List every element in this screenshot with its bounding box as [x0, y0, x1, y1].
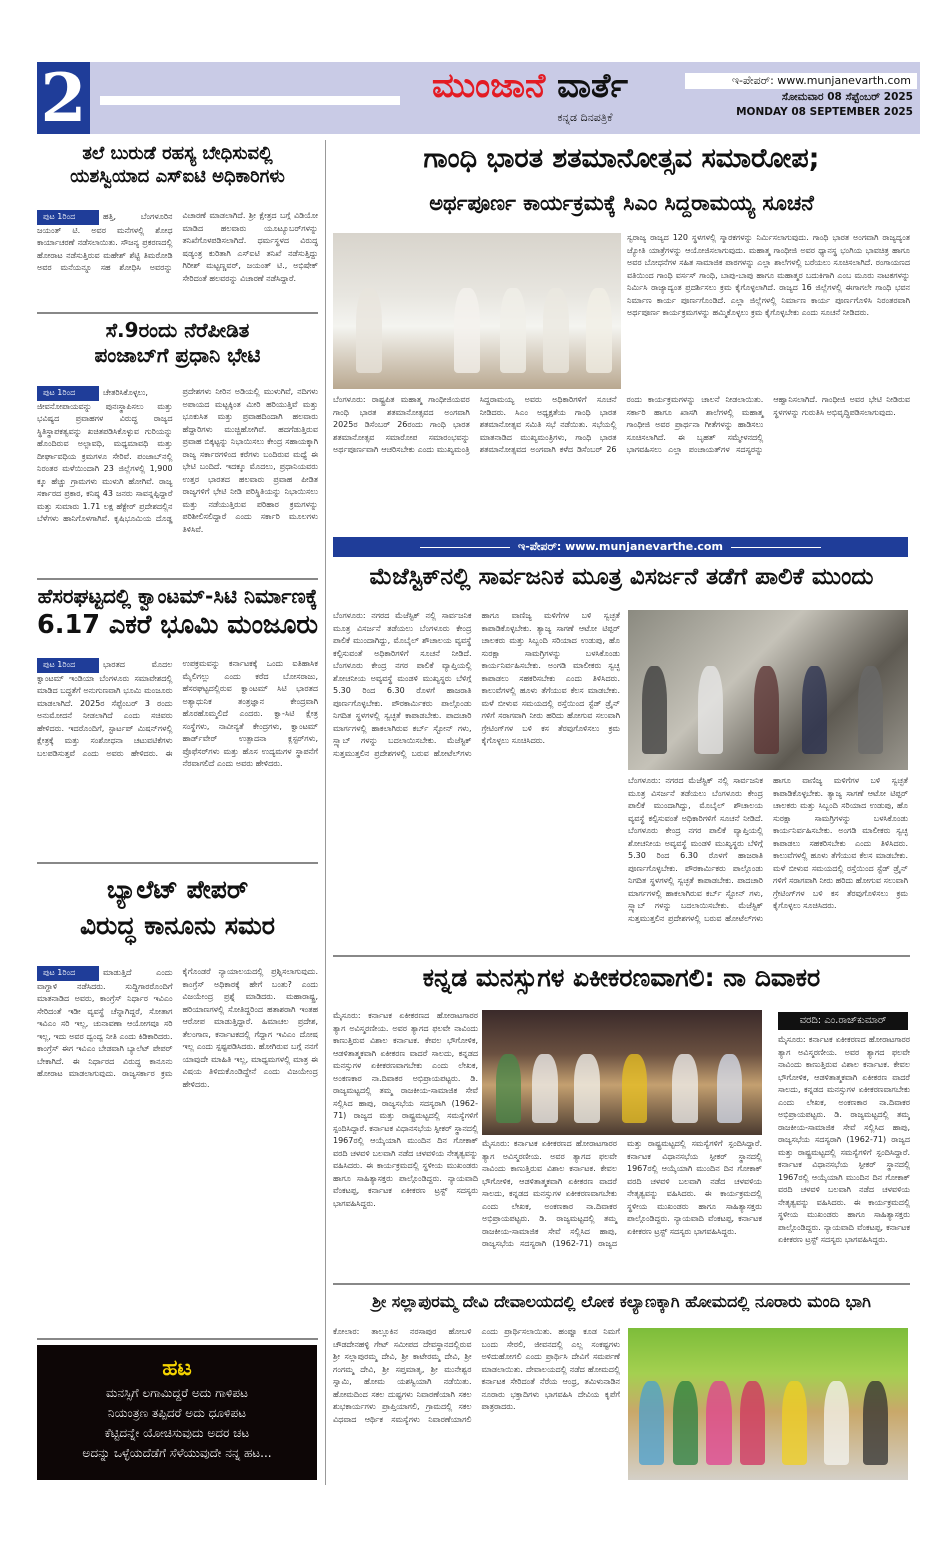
continued-tag: ಪುಟ 1ರಿಂದ	[37, 386, 99, 401]
divider	[37, 862, 318, 864]
epaper-url-box[interactable]	[685, 73, 917, 89]
continued-tag: ಪುಟ 1ರಿಂದ	[37, 966, 99, 981]
kannada-body-c: ಮೈಸೂರು: ಕರ್ನಾಟಕ ಏಕೀಕರಣದ ಹೋರಾಟಗಾರರ ತ್ಯಾಗ ಅವಿಸ್ಮರಣೀಯ. ಅವರ ತ್ಯಾಗದ ಫಲವೇ ನಾವಿಂದು ಕಾಣುತ್ತಿರುವ ವಿಶಾಲ ಕರ್ನಾಟಕ. ಕೇವಲ ಭೌಗೋಳಿಕ, ಆಡಳಿತಾತ್ಮಕವಾಗಿ ಏಕೀಕರಣ ವಾದರೆ ಸಾಲದು, ಕನ್ನಡದ ಮನಸ್ಸುಗಳ ಏಕೀಕರಣವಾಗಬೇಕು ಎಂದು ಲೇಖಕ, ಅಂಕಣಕಾರ ನಾ.ದಿವಾಕರ ಅಭಿಪ್ರಾಯಪಟ್ಟರು. ಡಿ. ರಾಜ್ಯಮಟ್ಟದಲ್ಲಿ ತಮ್ಮ ರಾಜಕೀಯ-ಸಾಮಾಜಿಕ ಸೇವೆ ಸಲ್ಲಿಸಿದ ಹಾಪು, ರಾಜ್ಯಸಭೆಯ ಸದಸ್ಯರಾಗಿ (1962-71) ರಾಜ್ಯದ ಮತ್ತು ರಾಷ್ಟ್ರಮಟ್ಟದಲ್ಲಿ ಸಮಸ್ಯೆಗಳಿಗೆ ಸ್ಪಂದಿಸಿದ್ದಾರೆ. ಕರ್ನಾಟಕ ವಿಧಾನಸಭೆಯ ಸ್ಪೀಕರ್ ಸ್ಥಾನದಲ್ಲಿ 1967ರಲ್ಲಿ ಆಯ್ಕೆಯಾಗಿ ಮುಂದಿನ ದಿನ ಗೋಕಾಕ್ ವರದಿ ಚಳವಳಿ ಬಲವಾಗಿ ನಡೆದ ಚಳವಳಿಯ ನೇತೃತ್ವವನ್ನು ವಹಿಸಿದರು. ಈ ಕಾರ್ಯಕ್ರಮದಲ್ಲಿ ಸ್ಥಳೀಯ ಮುಖಂಡರು ಹಾಗೂ ಸಾಹಿತ್ಯಾಸಕ್ತರು ಪಾಲ್ಗೊಂಡಿದ್ದರು. ನ್ಯಾಯವಾದಿ ವೆಂಕಟಪ್ಪ, ಕರ್ನಾಟಕ ಏಕೀಕರಣ ಟ್ರಸ್ಟ್ ಸದಸ್ಯರು ಭಾಗವಹಿಸಿದ್ದರು.	[778, 1035, 910, 1244]
epaper-banner-text[interactable]: ಇ-ಪೇಪರ್: www.munjanevarthe.com	[518, 540, 723, 553]
headline-line: 6.17 ಎಕರೆ ಭೂಮಿ ಮಂಜೂರು	[37, 610, 319, 640]
epaper-banner[interactable]	[333, 537, 908, 557]
logo-black-text: ವಾರ್ತೆ	[557, 66, 628, 106]
temple-headline-box	[333, 1292, 910, 1312]
banner-rule	[420, 547, 510, 548]
article-text: ಹತ್ತಿ, ಬೆಂಗಳೂರಿನ ಜಯಂತ್ ಟಿ. ಅವರ ಮನೆಗಳಲ್ಲಿ ಶೋಧ ಕಾರ್ಯಾಚರಣೆ ನಡೆಸಲಾಯಿತು. ಸೌಜನ್ಯ ಪ್ರಕರಣದಲ್ಲಿ ಹೋರಾಟ ನಡೆಸುತ್ತಿರುವ ಮಹೇಶ್ ಶೆಟ್ಟಿ ತಿಮರೋಡಿ ಅವರ ಮನೆಯನ್ನೂ ಸಹ ಶೋಧಿಸಿ ಅವರನ್ನು ವಿಚಾರಣೆ ಮಾಡಲಾಗಿದೆ. ಶ್ರೀ ಕ್ಷೇತ್ರದ ಬಗ್ಗೆ ವಿಡಿಯೋ ಮಾಡಿದ ಹಲವಾರು ಯೂಟ್ಯೂಬರ್‌ಗಳನ್ನು ತನಿಖೆಗೊಳಪಡಿಸಲಾಗಿದೆ. ಧರ್ಮಸ್ಥಳದ ವಿರುದ್ಧ ಷಡ್ಯಂತ್ರ ಕುರಿತಾಗಿ ಎಸ್‌ಐಟಿ ತನಿಖೆ ನಡೆಸುತ್ತಿದ್ದು ಗಿರೀಶ್ ಮಟ್ಟಣ್ಣವರ್, ಜಯಂತ್ ಟಿ., ಅಭಿಷೇಕ್ ಸೇರಿದಂತೆ ಹಲವರನ್ನು ವಿಚಾರಣೆ ನಡೆಸಿದ್ದಾರೆ.	[37, 211, 318, 283]
quantum-city-headline	[37, 584, 318, 642]
date-english: MONDAY 08 SEPTEMBER 2025	[736, 106, 913, 118]
ballot-paper-headline	[37, 872, 318, 945]
temple-homa-photo	[628, 1328, 908, 1480]
byline-box	[778, 1012, 908, 1030]
lead-side-body: ಸ್ವರಾಜ್ಯ ರಾಜ್ಯದ 120 ಸ್ಥಳಗಳಲ್ಲಿ ಸ್ಮಾರಕಗಳನ್ನು ನಿರ್ಮಿಸಲಾಗುವುದು. ಗಾಂಧಿ ಭಾರತ ಅಂಗವಾಗಿ ರಾಜ್ಯದ್ಯಂತ ಜ್ಯೋತಿ ಯಾತ್ರೆಗಳನ್ನು ಆಯೋಜಿಸಲಾಗುವುದು. ಮಹಾತ್ಮ ಗಾಂಧೀಜಿ ಅವರ ಧ್ಯಾನಸ್ಥ ಭಂಗಿಯ ಭಾವಚಿತ್ರ ಹಾಗೂ ಅವರ ಬೋಧನೆಗಳ ಸಹಿತ ಸಾಮಾಜಿಕ ಪಾಠಗಳನ್ನು ಎಲ್ಲಾ ಶಾಲೆಗಳಲ್ಲಿ ಬರೆಯಲು ಸೂಚಿಸಲಾಗಿದೆ. ರಂಗಾಯಣದ ವತಿಯಿಂದ ಗಾಂಧಿ ವರ್ಸಸ್ ಗಾಂಧಿ, ಬಾಪು-ಬಾಪು ಹಾಗೂ ಮಹಾತ್ಮರ ಬದುಕಿಗಾಗಿ ಎಂಬ ಮೂರು ನಾಟಕಗಳನ್ನು ನಿರ್ಮಿಸಿ ರಾಜ್ಯಾದ್ಯಂತ ಪ್ರದರ್ಶಿಸಲು ಕ್ರಮ ಕೈಗೊಳ್ಳಲಾಗಿದೆ. ರಾಜ್ಯದ 16 ಜಿಲ್ಲೆಗಳಲ್ಲಿ ಈಗಾಗಲೇ ಗಾಂಧಿ ಭವನ ನಿರ್ಮಾಣ ಕಾರ್ಯ ಪೂರ್ಣಗೊಂಡಿದೆ. ಎಲ್ಲಾ ಜಿಲ್ಲೆಗಳಲ್ಲಿ ನಿರ್ಮಾಣ ಕಾರ್ಯ ಪೂರ್ಣಗೊಳಿಸಿ ನಿರಂತರವಾಗಿ ಅರ್ಥಪೂರ್ಣ ಕಾರ್ಯಕ್ರಮಗಳನ್ನು ಹಮ್ಮಿಕೊಳ್ಳಲು ಕ್ರಮ ಕೈಗೊಳ್ಳಬೇಕು ಎಂದು ಸೂಚನೆ ನೀಡಿದರು.	[627, 233, 910, 317]
ballot-paper-body	[37, 966, 318, 1336]
headline-line: ತಲೆ ಬುರುಡೆ ರಹಸ್ಯ ಬೇಧಿಸುವಲ್ಲಿ	[82, 143, 273, 164]
masthead-strip	[100, 96, 400, 105]
article-text: ಮಾಡುತ್ತಿದೆ ಎಂದು ವಾಗ್ದಾಳಿ ನಡೆಸಿದರು. ಸುದ್ದಿಗಾರರೊಂದಿಗೆ ಮಾತನಾಡಿದ ಅವರು, ಕಾಂಗ್ರೆಸ್ ನಿರ್ಧಾರ ಇವಿಎಂ ಸೇರಿದಂತೆ ಇಡೀ ವ್ಯವಸ್ಥೆ ಚೆನ್ನಾಗಿದ್ದರೆ, ಸೋತಾಗ ಇವಿಎಂ ಸರಿ ಇಲ್ಲ, ಚುನಾವಣಾ ಆಯೋಗವೂ ಸರಿ ಇಲ್ಲ, ಇದು ಅವರ ದ್ವಂದ್ವ ನೀತಿ ಎಂದು ಕಿಡಿಕಾರಿದರು. ಕಾಂಗ್ರೆಸ್ ಈಗ ಇವಿಎಂ ಬೇಡವಾಗಿ ಬ್ಯಾಲೆಟ್ ಪೇಪರ್ ಬೇಕಾಗಿದೆ. ಈ ನಿರ್ಧಾರದ ವಿರುದ್ಧ ಕಾನೂನು ಹೋರಾಟ ಮಾಡಲಾಗುವುದು. ರಾಜ್ಯಸರ್ಕಾರ ಕ್ರಮ ಕೈಗೊಂಡರೆ ನ್ಯಾಯಾಲಯದಲ್ಲಿ ಪ್ರಶ್ನಿಸಲಾಗುವುದು. ಕಾಂಗ್ರೆಸ್ ಅಧಿಕಾರಕ್ಕೆ ಹೇಗೆ ಬಂತು? ಎಂದು ವಿಜಯೇಂದ್ರ ಪ್ರಶ್ನೆ ಮಾಡಿದರು. ಮಹಾರಾಷ್ಟ್ರ, ಹರಿಯಾಣಗಳಲ್ಲಿ ಸೋತಿದ್ದರಿಂದ ಹತಾಶರಾಗಿ ಇಂತಹ ಆರೋಪ ಮಾಡುತ್ತಿದ್ದಾರೆ. ಹಿಮಾಚಲ ಪ್ರದೇಶ, ತೆಲಂಗಾಣ, ಕರ್ನಾಟಕದಲ್ಲಿ ಗೆದ್ದಾಗ ಇವಿಎಂ ದೋಷ ಇಲ್ಲ ಎಂದು ಸ್ಪಷ್ಟಪಡಿಸಿದರು. ಹೋಗಿರುವ ಬಗ್ಗೆ ನನಗೆ ಯಾವುದೇ ಮಾಹಿತಿ ಇಲ್ಲ, ಮಾಧ್ಯಮಗಳಲ್ಲಿ ಮಾತ್ರ ಈ ವಿಷಯ ತಿಳಿದುಕೊಂಡಿದ್ದೇನೆ ಎಂದು ವಿಜಯೇಂದ್ರ ಹೇಳಿದರು.	[37, 967, 318, 1089]
page-number: 2	[37, 62, 90, 134]
newspaper-logo	[400, 64, 660, 108]
headline-line: ಬ್ಯಾಲೆಟ್ ಪೇಪರ್	[106, 875, 249, 904]
kannada-headline-box	[333, 962, 910, 993]
column-divider	[325, 140, 326, 1485]
logo-subtitle: ಕನ್ನಡ ದಿನಪತ್ರಿಕೆ	[557, 111, 613, 124]
banner-rule	[731, 547, 821, 548]
quote-line: ಮನಸ್ಸಿಗೆ ಲಗಾಮಿದ್ದರೆ ಅದು ಗಾಳಿಪಟ	[106, 1386, 248, 1400]
logo-text	[432, 64, 628, 108]
kannada-body-a: ಮೈಸೂರು: ಕರ್ನಾಟಕ ಏಕೀಕರಣದ ಹೋರಾಟಗಾರರ ತ್ಯಾಗ ಅವಿಸ್ಮರಣೀಯ. ಅವರ ತ್ಯಾಗದ ಫಲವೇ ನಾವಿಂದು ಕಾಣುತ್ತಿರುವ ವಿಶಾಲ ಕರ್ನಾಟಕ. ಕೇವಲ ಭೌಗೋಳಿಕ, ಆಡಳಿತಾತ್ಮಕವಾಗಿ ಏಕೀಕರಣ ವಾದರೆ ಸಾಲದು, ಕನ್ನಡದ ಮನಸ್ಸುಗಳ ಏಕೀಕರಣವಾಗಬೇಕು ಎಂದು ಲೇಖಕ, ಅಂಕಣಕಾರ ನಾ.ದಿವಾಕರ ಅಭಿಪ್ರಾಯಪಟ್ಟರು. ಡಿ. ರಾಜ್ಯಮಟ್ಟದಲ್ಲಿ ತಮ್ಮ ರಾಜಕೀಯ-ಸಾಮಾಜಿಕ ಸೇವೆ ಸಲ್ಲಿಸಿದ ಹಾಪು, ರಾಜ್ಯಸಭೆಯ ಸದಸ್ಯರಾಗಿ (1962-71) ರಾಜ್ಯದ ಮತ್ತು ರಾಷ್ಟ್ರಮಟ್ಟದಲ್ಲಿ ಸಮಸ್ಯೆಗಳಿಗೆ ಸ್ಪಂದಿಸಿದ್ದಾರೆ. ಕರ್ನಾಟಕ ವಿಧಾನಸಭೆಯ ಸ್ಪೀಕರ್ ಸ್ಥಾನದಲ್ಲಿ 1967ರಲ್ಲಿ ಆಯ್ಕೆಯಾಗಿ ಮುಂದಿನ ದಿನ ಗೋಕಾಕ್ ವರದಿ ಚಳವಳಿ ಬಲವಾಗಿ ನಡೆದ ಚಳವಳಿಯ ನೇತೃತ್ವವನ್ನು ವಹಿಸಿದರು. ಈ ಕಾರ್ಯಕ್ರಮದಲ್ಲಿ ಸ್ಥಳೀಯ ಮುಖಂಡರು ಹಾಗೂ ಸಾಹಿತ್ಯಾಸಕ್ತರು ಪಾಲ್ಗೊಂಡಿದ್ದರು. ನ್ಯಾಯವಾದಿ ವೆಂಕಟಪ್ಪ, ಕರ್ನಾಟಕ ಏಕೀಕರಣ ಟ್ರಸ್ಟ್ ಸದಸ್ಯರು ಭಾಗವಹಿಸಿದ್ದರು.	[333, 1011, 478, 1208]
logo-subtitle-box	[520, 110, 650, 126]
quote-box	[37, 1345, 317, 1480]
date-kannada: ಸೋಮವಾರ 08 ಸೆಪ್ಟೆಂಬರ್ 2025	[781, 91, 913, 103]
majestic-inspection-photo	[628, 610, 908, 770]
skull-story-headline	[37, 143, 318, 188]
article-text: ಚೇತರಿಸಿಕೊಳ್ಳಲು, ಜೀವನೋಪಾಯವನ್ನು ಪುನಃಸ್ಥಾಪಿಸಲು ಮತ್ತು ಭವಿಷ್ಯದ ಪ್ರವಾಹಗಳ ವಿರುದ್ಧ ರಾಜ್ಯದ ಸ್ಥಿತಿಸ್ಥಾಪಕತ್ವವನ್ನು ಖಚಿತಪಡಿಸಿಕೊಳ್ಳುವ ಗುರಿಯನ್ನು ಹೊಂದಿರುವ ಅಲ್ಪಾವಧಿ, ಮಧ್ಯಮಾವಧಿ ಮತ್ತು ದೀರ್ಘಾವಧಿಯ ಕ್ರಮಗಳೂ ಸೇರಿವೆ. ಪಂಜಾಬ್‌ನಲ್ಲಿ ನಿರಂತರ ಮಳೆಯಿಂದಾಗಿ 23 ಜಿಲ್ಲೆಗಳಲ್ಲಿ 1,900 ಕ್ಕೂ ಹೆಚ್ಚು ಗ್ರಾಮಗಳು ಮುಳುಗಿ ಹೋಗಿವೆ. ರಾಜ್ಯ ಸರ್ಕಾರದ ಪ್ರಕಾರ, ಕನಿಷ್ಠ 43 ಜನರು ಸಾವನ್ನಪ್ಪಿದ್ದಾರೆ ಮತ್ತು ಸುಮಾರು 1.71 ಲಕ್ಷ ಹೆಕ್ಟೇರ್ ಪ್ರದೇಶದಲ್ಲಿನ ಬೆಳೆಗಳು ಹಾನಿಗೊಳಗಾಗಿವೆ. ಕೃಷಿಭೂಮಿಯ ದೊಡ್ಡ ಪ್ರದೇಶಗಳು ನೀರಿನ ಅಡಿಯಲ್ಲಿ ಮುಳುಗಿವೆ, ನದಿಗಳು ಅಪಾಯದ ಮಟ್ಟಕ್ಕಿಂತ ಮೀರಿ ಹರಿಯುತ್ತಿವೆ ಮತ್ತು ಭೂಕುಸಿತ ಮತ್ತು ಪ್ರವಾಹದಿಂದಾಗಿ ಹಲವಾರು ಹೆದ್ದಾರಿಗಳು ಮುಚ್ಚಿಹೋಗಿವೆ. ಹದಗೆಡುತ್ತಿರುವ ಪ್ರವಾಹ ಬಿಕ್ಕಟ್ಟನ್ನು ನಿಭಾಯಿಸಲು ಕೇಂದ್ರ ಸಹಾಯಕ್ಕಾಗಿ ರಾಜ್ಯ ಸರ್ಕಾರಗಳಿಂದ ಕರೆಗಳು ಬಂದಿರುವ ಮಧ್ಯೆ ಈ ಭೇಟಿ ಬಂದಿದೆ. ಇದಕ್ಕೂ ಮೊದಲು, ಪ್ರಧಾನಿಯವರು ಉತ್ತರ ಭಾರತದ ಹಲವಾರು ಪ್ರವಾಹ ಪೀಡಿತ ರಾಜ್ಯಗಳಿಗೆ ಭೇಟಿ ನೀಡಿ ಪರಿಸ್ಥಿತಿಯನ್ನು ನಿಭಾಯಿಸಲು ಮತ್ತು ನಡೆಯುತ್ತಿರುವ ಪರಿಹಾರ ಕ್ರಮಗಳನ್ನು ಪರಿಶೀಲಿಸಲಿದ್ದಾರೆ ಎಂದು ಸರ್ಕಾರಿ ಮೂಲಗಳು ತಿಳಿಸಿವೆ.	[37, 387, 318, 534]
majestic-body-b: ಬೆಂಗಳೂರು: ನಗರದ ಮೆಜೆಸ್ಟಿಕ್ ನಲ್ಲಿ ಸಾರ್ವಜನಿಕ ಮೂತ್ರ ವಿಸರ್ಜನೆ ತಡೆಯಲು ಬೆಂಗಳೂರು ಕೇಂದ್ರ ಪಾಲಿಕೆ ಮುಂದಾಗಿದ್ದು, ಮೊಬೈಲ್ ಶೌಚಾಲಯ ವ್ಯವಸ್ಥೆ ಕಲ್ಪಿಸುವಂತೆ ಅಧಿಕಾರಿಗಳಿಗೆ ಸೂಚನೆ ನೀಡಿದೆ. ಬೆಂಗಳೂರು ಕೇಂದ್ರ ನಗರ ಪಾಲಿಕೆ ವ್ಯಾಪ್ತಿಯಲ್ಲಿ ಶೋಚನೀಯ ಅವ್ಯವಸ್ಥೆ ಮಂಡಳಿ ಮುಖ್ಯಸ್ಥರು ಬೆಳಿಗ್ಗೆ 5.30 ರಿಂದ 6.30 ರೊಳಗೆ ಹಾಜರಾತಿ ಪೂರ್ಣಗೊಳ್ಳಬೇಕು. ಪೌರಕಾರ್ಮಿಕರು ಪಾಲ್ಗೊಂಡು ನಿಗದಿತ ಸ್ಥಳಗಳಲ್ಲಿ ಸ್ವಚ್ಛತೆ ಕಾಪಾಡಬೇಕು. ಪಾದಚಾರಿ ಮಾರ್ಗಗಳಲ್ಲಿ ಹಾಕಲಾಗಿರುವ ಕರ್ಬ್ ಸ್ಟೋನ್ ಗಳು, ಸ್ಲ್ಯಾಬ್ ಗಳನ್ನು ಬದಲಾಯಿಸಬೇಕು. ಮೆಜೆಸ್ಟಿಕ್ ಸುತ್ತಮುತ್ತಲಿನ ಪ್ರದೇಶಗಳಲ್ಲಿ ಬರುವ ಹೋಟೆಲ್‌ಗಳು ಹಾಗೂ ವಾಣಿಜ್ಯ ಮಳಿಗೆಗಳ ಬಳಿ ಸ್ವಚ್ಛತೆ ಕಾಪಾಡಿಕೊಳ್ಳಬೇಕು. ತ್ಯಾಜ್ಯ ಸಾಗಣೆ ಆಟೋ ಟಿಪ್ಪರ್ ಚಾಲಕರು ಮತ್ತು ಸಿಬ್ಬಂದಿ ಸರಿಯಾದ ಉಡುಪು, ಹೊ ಸುರಕ್ಷಾ ಸಾಮಗ್ರಿಗಳನ್ನು ಬಳಸಿಕೊಂಡು ಕಾರ್ಯನಿರ್ವಹಿಸಬೇಕು. ಅಂಗಡಿ ಮಾಲೀಕರು ಸ್ವಚ್ಛ ಕಾಪಾಡಲು ಸಹಕರಿಸಬೇಕು ಎಂದು ತಿಳಿಸಿದರು. ಕಾಲುವೆಗಳಲ್ಲಿ ಹೂಳು ತೆಗೆಯುವ ಕೆಲಸ ಮಾಡಬೇಕು. ಮಳೆ ಬೀಳುವ ಸಮಯದಲ್ಲಿ ರಸ್ತೆಯಿಂದ ಸ್ಟೆಡ್ ಡ್ರೈನ್ ಗಳಿಗೆ ಸರಾಗವಾಗಿ ನೀರು ಹರಿದು ಹೋಗುವ ಸಲುವಾಗಿ ಗ್ರೇಟಿಂಗ್‌ಗಳ ಬಳಿ ಕಸ ತೆರವುಗೊಳಿಸಲು ಕ್ರಮ ಕೈಗೊಳ್ಳಲು ಸೂಚಿಸಿದರು.	[628, 776, 908, 923]
majestic-headline-box	[333, 563, 910, 592]
majestic-headline: ಮೆಜೆಸ್ಟಿಕ್‌ನಲ್ಲಿ ಸಾರ್ವಜನಿಕ ಮೂತ್ರ ವಿಸರ್ಜನೆ ತಡೆಗೆ ಪಾಲಿಕೆ ಮುಂದು	[369, 564, 874, 590]
logo-red-text: ಮುಂಜಾನೆ	[432, 66, 546, 106]
punjab-story-body	[37, 386, 318, 572]
quote-line: ಕೆಟ್ಟಿದನ್ನೇ ಯೋಚಿಸುವುದು ಅದರ ಚಟ	[104, 1426, 250, 1440]
temple-body: ಕೋಲಾರ: ತಾಲ್ಲೂಕಿನ ನರಸಾಪುರ ಹೋಬಳಿ ಚೌಡದೇನಹಳ್ಳಿ ಗೇಟ್ ಸಮೀಪದ ದೇವಸ್ಥಾನದಲ್ಲಿರುವ ಶ್ರೀ ಸಲ್ಲಾಪುರಮ್ಮ ದೇವಿ, ಶ್ರೀ ಕಾಟೇರಮ್ಮ ದೇವಿ, ಶ್ರೀ ಗಂಗಮ್ಮ ದೇವಿ, ಶ್ರೀ ಸಪ್ತಮಾತೃ, ಶ್ರೀ ಮುನೇಶ್ವರ ಸ್ವಾಮಿ, ಹೋಮ ಯಶಸ್ವಿಯಾಗಿ ನಡೆಯಿತು. ಹೋಮದಿಂದ ಸಕಲ ದುಷ್ಟಗಳು ನಿವಾರಣೆಯಾಗಿ ಸಕಲ ಶುಭಕಾರ್ಯಗಳು ಪ್ರಾಪ್ತಿಯಾಗಲಿ, ಗ್ರಾಮದಲ್ಲಿ ಸಕಲ ವಿಧವಾದ ಆರ್ಥಿಕ ಸಮಸ್ಯೆಗಳು ನಿವಾರಣೆಯಾಗಲಿ ಎಂದು ಪ್ರಾರ್ಥಿಸಲಾಯಿತು. ಹಂಪ್ಪೂ ಕೂಡ ನಿಮಗೆ ಬಂದು ಸೇರಲಿ, ಜೀವನದಲ್ಲಿ ಎಲ್ಲ ಸಂಕಷ್ಟಗಳು ಅಳಿದುಹೋಗಲಿ ಎಂದು ಪ್ರಾರ್ಥಿಸಿ ದೇವಿಗೆ ಸಮರ್ಪಣೆ ಮಾಡಲಾಯಿತು. ದೇವಾಲಯದಲ್ಲಿ ನಡೆದ ಹೋಮದಲ್ಲಿ ಕರ್ನಾಟಕ ಸೇರಿದಂತೆ ನೆರೆಯ ಆಂಧ್ರ, ತಮಿಳುನಾಡಿನ ನೂರಾರು ಭಕ್ತಾದಿಗಳು ಭಾಗವಹಿಸಿ ದೇವಿಯ ಕೃಪೆಗೆ ಪಾತ್ರರಾದರು.	[333, 1327, 620, 1424]
quantum-city-body	[37, 658, 318, 856]
kannada-headline: ಕನ್ನಡ ಮನಸ್ಸುಗಳ ಏಕೀಕರಣವಾಗಲಿ: ನಾ ದಿವಾಕರ	[422, 963, 821, 992]
headline-line: ವಿರುದ್ಧ ಕಾನೂನು ಸಮರ	[80, 911, 275, 941]
continued-tag: ಪುಟ 1ರಿಂದ	[37, 210, 99, 225]
byline: ವರದಿ: ಎಂ.ರಾಜ್‌ಕುಮಾರ್	[799, 1015, 887, 1026]
quote-line: ಅದನ್ನು ಒಳ್ಳೆಯದೆಡೆಗೆ ಸೆಳೆಯುವುದೇ ನನ್ನ ಹಟ...	[82, 1446, 272, 1460]
headline-line: ಸೆ.9ರಂದು ನೆರೆಪೀಡಿತ	[105, 318, 250, 342]
lead-subheadline: ಅರ್ಥಪೂರ್ಣ ಕಾರ್ಯಕ್ರಮಕ್ಕೆ ಸಿಎಂ ಸಿದ್ದರಾಮಯ್ಯ ಸೂಚನೆ	[429, 191, 814, 215]
divider	[37, 1338, 318, 1340]
continued-tag: ಪುಟ 1ರಿಂದ	[37, 658, 99, 673]
headline-line: ಹೆಸರಘಟ್ಟದಲ್ಲಿ ಕ್ವಾಂಟಮ್-ಸಿಟಿ ನಿರ್ಮಾಣಕ್ಕೆ	[37, 584, 318, 608]
issue-date	[685, 90, 913, 120]
kannada-event-photo	[482, 1010, 762, 1135]
quote-title: ಹಟ	[162, 1356, 192, 1381]
majestic-body-a: ಬೆಂಗಳೂರು: ನಗರದ ಮೆಜೆಸ್ಟಿಕ್ ನಲ್ಲಿ ಸಾರ್ವಜನಿಕ ಮೂತ್ರ ವಿಸರ್ಜನೆ ತಡೆಯಲು ಬೆಂಗಳೂರು ಕೇಂದ್ರ ಪಾಲಿಕೆ ಮುಂದಾಗಿದ್ದು, ಮೊಬೈಲ್ ಶೌಚಾಲಯ ವ್ಯವಸ್ಥೆ ಕಲ್ಪಿಸುವಂತೆ ಅಧಿಕಾರಿಗಳಿಗೆ ಸೂಚನೆ ನೀಡಿದೆ. ಬೆಂಗಳೂರು ಕೇಂದ್ರ ನಗರ ಪಾಲಿಕೆ ವ್ಯಾಪ್ತಿಯಲ್ಲಿ ಶೋಚನೀಯ ಅವ್ಯವಸ್ಥೆ ಮಂಡಳಿ ಮುಖ್ಯಸ್ಥರು ಬೆಳಿಗ್ಗೆ 5.30 ರಿಂದ 6.30 ರೊಳಗೆ ಹಾಜರಾತಿ ಪೂರ್ಣಗೊಳ್ಳಬೇಕು. ಪೌರಕಾರ್ಮಿಕರು ಪಾಲ್ಗೊಂಡು ನಿಗದಿತ ಸ್ಥಳಗಳಲ್ಲಿ ಸ್ವಚ್ಛತೆ ಕಾಪಾಡಬೇಕು. ಪಾದಚಾರಿ ಮಾರ್ಗಗಳಲ್ಲಿ ಹಾಕಲಾಗಿರುವ ಕರ್ಬ್ ಸ್ಟೋನ್ ಗಳು, ಸ್ಲ್ಯಾಬ್ ಗಳನ್ನು ಬದಲಾಯಿಸಬೇಕು. ಮೆಜೆಸ್ಟಿಕ್ ಸುತ್ತಮುತ್ತಲಿನ ಪ್ರದೇಶಗಳಲ್ಲಿ ಬರುವ ಹೋಟೆಲ್‌ಗಳು ಹಾಗೂ ವಾಣಿಜ್ಯ ಮಳಿಗೆಗಳ ಬಳಿ ಸ್ವಚ್ಛತೆ ಕಾಪಾಡಿಕೊಳ್ಳಬೇಕು. ತ್ಯಾಜ್ಯ ಸಾಗಣೆ ಆಟೋ ಟಿಪ್ಪರ್ ಚಾಲಕರು ಮತ್ತು ಸಿಬ್ಬಂದಿ ಸರಿಯಾದ ಉಡುಪು, ಹೊ ಸುರಕ್ಷಾ ಸಾಮಗ್ರಿಗಳನ್ನು ಬಳಸಿಕೊಂಡು ಕಾರ್ಯನಿರ್ವಹಿಸಬೇಕು. ಅಂಗಡಿ ಮಾಲೀಕರು ಸ್ವಚ್ಛ ಕಾಪಾಡಲು ಸಹಕರಿಸಬೇಕು ಎಂದು ತಿಳಿಸಿದರು. ಕಾಲುವೆಗಳಲ್ಲಿ ಹೂಳು ತೆಗೆಯುವ ಕೆಲಸ ಮಾಡಬೇಕು. ಮಳೆ ಬೀಳುವ ಸಮಯದಲ್ಲಿ ರಸ್ತೆಯಿಂದ ಸ್ಟೆಡ್ ಡ್ರೈನ್ ಗಳಿಗೆ ಸರಾಗವಾಗಿ ನೀರು ಹರಿದು ಹೋಗುವ ಸಲುವಾಗಿ ಗ್ರೇಟಿಂಗ್‌ಗಳ ಬಳಿ ಕಸ ತೆರವುಗೊಳಿಸಲು ಕ್ರಮ ಕೈಗೊಳ್ಳಲು ಸೂಚಿಸಿದರು.	[333, 611, 620, 758]
lead-headline: ಗಾಂಧಿ ಭಾರತ ಶತಮಾನೋತ್ಸವ ಸಮಾರೋಪ;	[423, 143, 820, 174]
divider	[37, 578, 318, 580]
skull-story-body	[37, 210, 318, 306]
article-text: ಭಾರತದ ಮೊದಲ ಕ್ವಾಂಟಮ್ ಇಂಡಿಯಾ ಬೆಂಗಳೂರು ಸಮಾವೇಶದಲ್ಲಿ ಮಾಡಿದ ಬದ್ಧತೆಗೆ ಅನುಗುಣವಾಗಿ ಭೂಮಿ ಮಂಜೂರು ಮಾಡಲಾಗಿದೆ. 2025ರ ಸೆಪ್ಟೆಂಬರ್ 3 ರಂದು ಅನುಮೋದನೆ ನೀಡಲಾಗಿದೆ ಎಂದು ಸಚಿವರು ಹೇಳಿದರು. ಇದರೊಂದಿಗೆ, ಸ್ಟಾರ್ಟಪ್ ಮಿಷನ್‌ಗಳಲ್ಲಿ ಕ್ಷೇತ್ರಕ್ಕೆ ಮತ್ತು ಸಂಶೋಧನಾ ಚಟುವಟಿಕೆಗಳು ಬಲಪಡಿಸುತ್ತವೆ ಎಂದು ಅವರು ಹೇಳಿದರು. ಈ ಉಪಕ್ರಮವನ್ನು ಕರ್ನಾಟಕಕ್ಕೆ ಒಂದು ಐತಿಹಾಸಿಕ ಮೈಲಿಗಲ್ಲು ಎಂದು ಕರೆದ ಬೋಸರಾಜು, ಹೆಸರಘಟ್ಟದಲ್ಲಿರುವ ಕ್ವಾಂಟಮ್ ಸಿಟಿ ಭಾರತದ ಅತ್ಯಾಧುನಿಕ ತಂತ್ರಜ್ಞಾನ ಕೇಂದ್ರವಾಗಿ ಹೊರಹೊಮ್ಮಲಿದೆ ಎಂದರು. ಕ್ವಾ-ಸಿಟಿ ಕ್ಷೇತ್ರ ಸಂಸ್ಥೆಗಳು, ನಾವೀನ್ಯತೆ ಕೇಂದ್ರಗಳು, ಕ್ವಾಂಟಮ್ ಹಾರ್ಡ್‌ವೇರ್ ಉತ್ಪಾದನಾ ಕ್ಲಸ್ಟರ್‌ಗಳು, ಪ್ರೊಫೆಸರ್‌ಗಳು ಮತ್ತು ಹೊಸ ಉದ್ಯಮಗಳ ಸ್ಥಾಪನೆಗೆ ನೆರವಾಗಲಿದೆ ಎಂದು ಅವರು ಹೇಳಿದರು.	[37, 659, 318, 768]
quote-line: ನಿಯಂತ್ರಣ ತಪ್ಪಿದರೆ ಅದು ಧೂಳಿಪಟ	[107, 1406, 247, 1420]
temple-headline: ಶ್ರೀ ಸಲ್ಲಾಪುರಮ್ಮ ದೇವಿ ದೇವಾಲಯದಲ್ಲಿ ಲೋಕ ಕಲ್ಯಾಣಕ್ಕಾಗಿ ಹೋಮದಲ್ಲಿ ನೂರಾರು ಮಂದಿ ಭಾಗಿ	[372, 1292, 871, 1311]
lead-headline-box	[333, 142, 910, 176]
lead-subheadline-box	[333, 190, 910, 216]
punjab-story-headline	[37, 318, 318, 368]
headline-line: ಪಂಜಾಬ್‌ಗೆ ಪ್ರಧಾನಿ ಭೇಟಿ	[94, 343, 261, 367]
divider	[333, 955, 910, 957]
cm-meeting-photo	[333, 233, 621, 389]
divider	[333, 1283, 910, 1285]
divider	[37, 312, 318, 314]
headline-line: ಯಶಸ್ವಿಯಾದ ಎಸ್‌ಐಟಿ ಅಧಿಕಾರಿಗಳು	[70, 165, 285, 187]
kannada-body-b: ಮೈಸೂರು: ಕರ್ನಾಟಕ ಏಕೀಕರಣದ ಹೋರಾಟಗಾರರ ತ್ಯಾಗ ಅವಿಸ್ಮರಣೀಯ. ಅವರ ತ್ಯಾಗದ ಫಲವೇ ನಾವಿಂದು ಕಾಣುತ್ತಿರುವ ವಿಶಾಲ ಕರ್ನಾಟಕ. ಕೇವಲ ಭೌಗೋಳಿಕ, ಆಡಳಿತಾತ್ಮಕವಾಗಿ ಏಕೀಕರಣ ವಾದರೆ ಸಾಲದು, ಕನ್ನಡದ ಮನಸ್ಸುಗಳ ಏಕೀಕರಣವಾಗಬೇಕು ಎಂದು ಲೇಖಕ, ಅಂಕಣಕಾರ ನಾ.ದಿವಾಕರ ಅಭಿಪ್ರಾಯಪಟ್ಟರು. ಡಿ. ರಾಜ್ಯಮಟ್ಟದಲ್ಲಿ ತಮ್ಮ ರಾಜಕೀಯ-ಸಾಮಾಜಿಕ ಸೇವೆ ಸಲ್ಲಿಸಿದ ಹಾಪು, ರಾಜ್ಯಸಭೆಯ ಸದಸ್ಯರಾಗಿ (1962-71) ರಾಜ್ಯದ ಮತ್ತು ರಾಷ್ಟ್ರಮಟ್ಟದಲ್ಲಿ ಸಮಸ್ಯೆಗಳಿಗೆ ಸ್ಪಂದಿಸಿದ್ದಾರೆ. ಕರ್ನಾಟಕ ವಿಧಾನಸಭೆಯ ಸ್ಪೀಕರ್ ಸ್ಥಾನದಲ್ಲಿ 1967ರಲ್ಲಿ ಆಯ್ಕೆಯಾಗಿ ಮುಂದಿನ ದಿನ ಗೋಕಾಕ್ ವರದಿ ಚಳವಳಿ ಬಲವಾಗಿ ನಡೆದ ಚಳವಳಿಯ ನೇತೃತ್ವವನ್ನು ವಹಿಸಿದರು. ಈ ಕಾರ್ಯಕ್ರಮದಲ್ಲಿ ಸ್ಥಳೀಯ ಮುಖಂಡರು ಹಾಗೂ ಸಾಹಿತ್ಯಾಸಕ್ತರು ಪಾಲ್ಗೊಂಡಿದ್ದರು. ನ್ಯಾಯವಾದಿ ವೆಂಕಟಪ್ಪ, ಕರ್ನಾಟಕ ಏಕೀಕರಣ ಟ್ರಸ್ಟ್ ಸದಸ್ಯರು ಭಾಗವಹಿಸಿದ್ದರು.	[482, 1139, 762, 1248]
epaper-url[interactable]: ಇ-ಪೇಪರ್: www.munjanevarth.com	[731, 74, 911, 87]
lead-body: ಬೆಂಗಳೂರು: ರಾಷ್ಟ್ರಪಿತ ಮಹಾತ್ಮ ಗಾಂಧೀಜಿಯವರ ಗಾಂಧಿ ಭಾರತ ಶತಮಾನೋತ್ಸವದ ಅಂಗವಾಗಿ 2025ರ ಡಿಸೆಂಬರ್ 26ರಂದು ಗಾಂಧಿ ಭಾರತ ಶತಮಾನೋತ್ಸವ ಸಮಾರೋಪ ಸಮಾರಂಭವನ್ನು ಅರ್ಥಪೂರ್ಣವಾಗಿ ಆಚರಿಸಬೇಕು ಎಂದು ಮುಖ್ಯಮಂತ್ರಿ ಸಿದ್ದರಾಮಯ್ಯ ಅವರು ಅಧಿಕಾರಿಗಳಿಗೆ ಸೂಚನೆ ನೀಡಿದರು. ಸಿಎಂ ಅಧ್ಯಕ್ಷತೆಯ ಗಾಂಧಿ ಭಾರತ ಶತಮಾನೋತ್ಸವ ಸಮಿತಿ ಸಭೆ ನಡೆಯಿತು. ಸಭೆಯಲ್ಲಿ ಮಾತನಾಡಿದ ಮುಖ್ಯಮಂತ್ರಿಗಳು, ಗಾಂಧಿ ಭಾರತ ಶತಮಾನೋತ್ಸವದ ಅಂಗವಾಗಿ ಕಳೆದ ಡಿಸೆಂಬರ್ 26 ರಂದು ಕಾರ್ಯಕ್ರಮಗಳನ್ನು ಚಾಲನೆ ನೀಡಲಾಯಿತು. ಸರ್ಕಾರಿ ಹಾಗೂ ಖಾಸಗಿ ಶಾಲೆಗಳಲ್ಲಿ ಮಹಾತ್ಮ ಗಾಂಧೀಜಿ ಅವರ ಪ್ರಾರ್ಥನಾ ಗೀತೆಗಳನ್ನು ಹಾಡಿಸಲು ಸೂಚಿಸಲಾಗಿದೆ. ಈ ಬೃಹತ್ ಸಮ್ಮೇಳನದಲ್ಲಿ ಭಾಗವಹಿಸಲು ಎಲ್ಲಾ ಪಂಚಾಯತ್‌ಗಳ ಸದಸ್ಯರನ್ನು ಆಹ್ವಾನಿಸಲಾಗಿದೆ. ಗಾಂಧೀಜಿ ಅವರ ಭೇಟಿ ನೀಡಿರುವ ಸ್ಥಳಗಳನ್ನು ಗುರುತಿಸಿ ಅಭಿವೃದ್ಧಿಪಡಿಸಲಾಗುವುದು.	[333, 395, 910, 454]
